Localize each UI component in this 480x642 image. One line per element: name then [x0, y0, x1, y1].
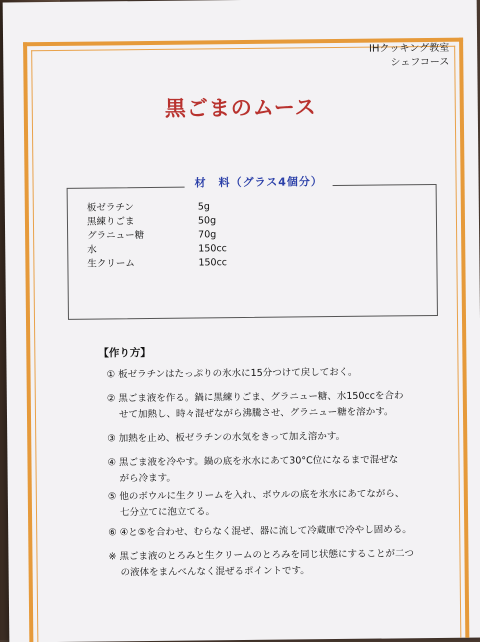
school-label: [369, 42, 449, 71]
step-text: ③ 加熱を止め、板ゼラチンの水気をきって加え溶かす。: [107, 430, 346, 445]
step-text: ④ 黒ごま液を冷やす。鍋の底を氷水にあて30°C位になるまで混ぜな: [107, 454, 399, 469]
method-step: [107, 452, 457, 488]
ingredient-name: 水: [87, 244, 97, 256]
method-step: [108, 486, 458, 522]
course-name: シェフコース: [390, 56, 450, 69]
step-text: ⑥ ④と⑤を合わせ、むらなく混ぜ、器に流して冷蔵庫で冷やし固める。: [108, 524, 412, 539]
ingredient-amount: 70g: [198, 229, 217, 241]
recipe-title: 黒ごまのムース: [164, 94, 317, 121]
ingredients-heading: 材 料（グラス4個分）: [184, 173, 332, 191]
ingredient-name: 黒練りごま: [86, 216, 135, 228]
ingredient-row: [87, 240, 227, 255]
step-text: ② 黒ごま液を作る。鍋に黒練りごま、グラニュー糖、水150ccを合わ: [106, 390, 404, 405]
step-text: ① 板ゼラチンはたっぷりの氷水に15分つけて戻しておく。: [106, 366, 358, 381]
ingredient-amount: 150cc: [198, 257, 228, 269]
method-note: [108, 546, 458, 582]
step-text-cont: がら冷ます。: [119, 472, 176, 485]
note-text: ※ 黒ごま液のとろみと生クリームのとろみを同じ状態にすることが二つ: [108, 548, 414, 563]
step-text-cont: 七分立てに泡立てる。: [119, 506, 216, 519]
ingredient-name: 板ゼラチン: [86, 202, 134, 214]
method-step: [107, 388, 457, 424]
ingredient-name: 生クリーム: [87, 258, 135, 270]
ingredient-row: [87, 212, 216, 227]
ingredient-name: グラニュー糖: [87, 230, 145, 242]
recipe-sheet: [3, 0, 480, 642]
step-text: ⑤ 他のボウルに生クリームを入れ、ボウルの底を氷水にあてながら、: [107, 488, 405, 503]
ingredient-amount: 150cc: [198, 243, 227, 255]
method-heading: 【作り方】: [98, 346, 151, 360]
step-text-cont: せて加熱し、時々混ぜながら沸騰させ、グラニュー糖を溶かす。: [118, 406, 394, 421]
ingredient-amount: 50g: [197, 215, 217, 227]
note-text-cont: の液体をまんべんなく混ぜるポイントです。: [120, 565, 310, 579]
ingredient-amount: 5g: [197, 201, 210, 213]
school-name: IHクッキング教室: [368, 42, 450, 55]
ingredient-row: [87, 254, 227, 269]
ingredient-row: [87, 226, 216, 241]
ingredient-row: [87, 198, 210, 213]
